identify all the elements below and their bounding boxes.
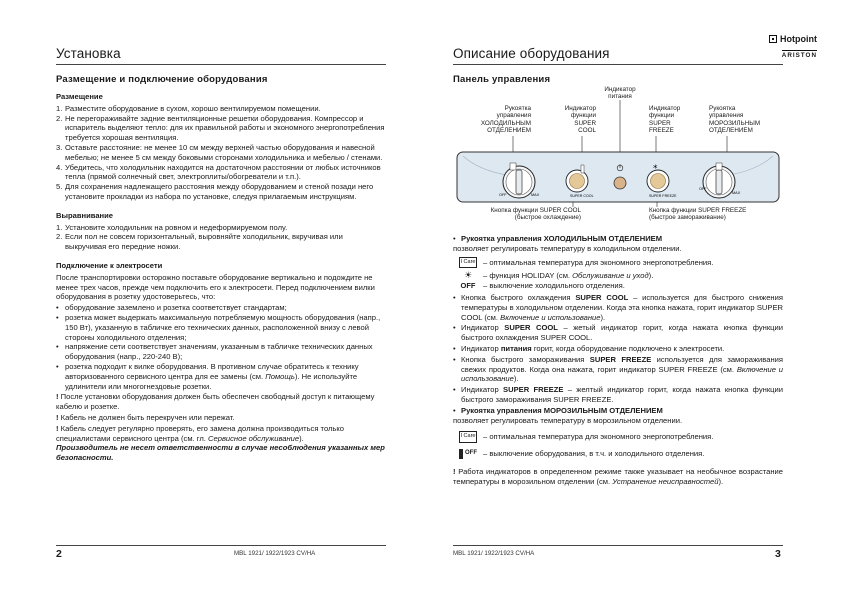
icare-icon xyxy=(716,163,722,170)
page-number: 3 xyxy=(775,548,781,560)
knob-max-label: MAX xyxy=(531,193,540,197)
off-row: OFF – выключение оборудования, в т.ч. и холодильного отделения. xyxy=(453,449,783,459)
brand-mark-icon xyxy=(769,35,777,43)
power-indicator-label: Индикатор питания xyxy=(604,86,636,101)
super-freeze-button-label: Кнопка функции SUPER FREEZE (быстрое замораживание) xyxy=(649,207,747,222)
final-warning: ! Работа индикаторов в определенном режиме также указывает на необычное возрастание температуры в морозильном отделении (см. Устранение неисправностей). xyxy=(453,467,784,486)
fridge-knob-label: Рукоятка управления ХОЛОДИЛЬНЫМ ОТДЕЛЕНИЕМ xyxy=(480,105,531,135)
list-item: 4. Убедитесь, что холодильник находится на достаточном расстоянии от любых источников тепла (прямой солнечный свет, электроплиты/обогреватели и т.п.). xyxy=(56,162,381,182)
power-indicator xyxy=(614,177,626,189)
off-icon: OFF xyxy=(460,281,476,291)
warning-3: ! Кабель следует регулярно проверять, его замена должна производиться только специалистами сервисного центра (см. гл. Сервисное обслуживание). xyxy=(56,423,345,443)
list-item: 1. Разместите оборудование в сухом, хорошо вентилируемом помещении. xyxy=(56,103,321,113)
list-item: 2. Не перегораживайте задние вентиляционные решетки оборудования. Компрессор и испаритель выделяют тепло: для их правильной работы и экономного энергопотребления требуется хорошая вентиляция. xyxy=(56,113,385,143)
page-number: 2 xyxy=(56,548,62,560)
control-panel-diagram xyxy=(453,84,783,254)
section-title: Панель управления xyxy=(453,74,551,85)
list-item: • розетка может выдержать максимальную потребляемую мощность оборудования (напр., 150 Вт), указанную в табличке его технических данных, расположенной внизу с левой стороны холодильного отделения; xyxy=(56,312,381,342)
holiday-row: ☀ – функция HOLIDAY (см. Обслуживание и уход). xyxy=(463,270,654,281)
freezer-knob[interactable] xyxy=(703,166,735,198)
model-number: MBL 1921/ 1922/1923 CV/HA xyxy=(234,550,316,557)
snowflake-icon: * xyxy=(653,164,658,174)
brand-name: Hotpoint xyxy=(780,34,817,44)
list-item: • Кнопка быстрого замораживания SUPER FREEZE используется для замораживания свежих продуктов. Когда она нажата, горит индикатор SUPER FREEZE (см. Включение и использование). xyxy=(453,354,784,384)
list-item: 3. Оставьте расстояние: не менее 10 см между верхней частью оборудования и навесной мебелью; не менее 5 см между боковыми сторонами холодильника и мебелью / стенами. xyxy=(56,142,383,162)
list-item: 5. Для сохранения надлежащего расстояния между оборудованием и стеной позади него установите прокладки из набора по установке, следуя прилагаемым инструкциям. xyxy=(56,182,374,201)
list-item: • Индикатор SUPER COOL – жетый индикатор горит, когда нажата кнопка функции быстрого охлаждения SUPER COOL. xyxy=(453,323,783,343)
knob-off-label: OFF xyxy=(699,187,707,191)
left-page xyxy=(56,0,386,595)
icare-row: I Care – оптимальная температура для экономного энергопотребления. xyxy=(460,257,714,267)
super-cool-button[interactable] xyxy=(566,170,588,192)
list-item: • розетка подходит к вилке оборудования. В противном случае обратитесь к технику авторизованного сервисного центра для ее замены (см. Помощь). Не используйте удлинители или многогнездовые розетки. xyxy=(56,361,359,391)
icare-row: I Care – оптимальная температура для экономного энергопотребления. xyxy=(460,432,714,442)
brand-sub: ARISTON xyxy=(781,52,817,59)
footer-divider xyxy=(453,545,783,546)
off-icon: OFF xyxy=(459,449,477,459)
list-item: • напряжение сети соответствует значениям, указанным в табличке технических данных оборудования (напр., 220-240 В); xyxy=(56,342,373,362)
list-item: • Индикатор питания горит, когда оборудование подключено к электросети. xyxy=(453,343,725,353)
freezer-knob-desc: позволяет регулировать температуру в морозильном отделении. xyxy=(453,415,683,425)
warning-2: ! Кабель не должен быть перекручен или пережат. xyxy=(56,412,235,422)
list-item: • Кнопка быстрого охлаждения SUPER COOL – используется для быстрого снижения температуры в холодильном отделении. Когда эта кнопка нажата, горит индикатор SUPER COOL (см. Включение и использование). xyxy=(453,292,783,322)
page-title: Установка xyxy=(56,46,121,61)
list-item: • Индикатор SUPER FREEZE – желтый индикатор горит, когда нажата кнопка функции быстрого замораживания SUPER FREEZE. xyxy=(453,385,783,404)
super-cool-button-label: Кнопка функции SUPER COOL (быстрое охлаждение) xyxy=(490,207,581,222)
right-body xyxy=(453,233,783,487)
list-item: 1. Установите холодильник на ровном и недеформируемом полу. xyxy=(56,222,288,232)
right-page xyxy=(453,0,817,595)
electric-heading: Подключение к электросети xyxy=(56,260,163,270)
super-freeze-indicator-label: Индикатор функции SUPER FREEZE xyxy=(649,105,681,135)
list-item: • Рукоятка управления МОРОЗИЛЬНЫМ ОТДЕЛЕНИЕМ xyxy=(453,405,663,415)
left-body xyxy=(56,92,386,463)
warning-1: ! После установки оборудования должен быть обеспечен свободный доступ к питающему кабелю и розетке. xyxy=(56,392,375,412)
footer-divider xyxy=(56,545,386,546)
super-cool-indicator-label: Индикатор функции SUPER COOL xyxy=(564,105,596,135)
icare-icon: I Care xyxy=(459,431,478,443)
knob-max-label: MAX xyxy=(732,191,741,195)
icare-icon: I Care xyxy=(459,257,478,269)
liability-note: Производитель не несет ответственности в случае несоблюдения указанных мер безопасности. xyxy=(56,443,385,463)
off-row: OFF – выключение холодильного отделения. xyxy=(460,281,625,291)
super-freeze-text: SUPER FREEZE xyxy=(649,194,677,198)
super-freeze-button[interactable] xyxy=(647,170,669,192)
page-title: Описание оборудования xyxy=(453,46,610,61)
leveling-heading: Выравнивание xyxy=(56,210,114,220)
list-item: • Рукоятка управления ХОЛОДИЛЬНЫМ ОТДЕЛЕНИЕМ xyxy=(453,234,663,243)
knob-off-label: OFF xyxy=(499,193,507,197)
list-item: • оборудование заземлено и розетка соответствует стандартам; xyxy=(56,303,287,313)
list-item: 2. Если пол не совсем горизонтальный, выровняйте холодильник, вкручивая или выкручивая его передние ножки. xyxy=(56,232,343,252)
holiday-icon: ☀ xyxy=(463,270,473,281)
title-divider xyxy=(56,64,386,65)
icare-icon xyxy=(510,163,516,170)
placement-heading: Размещение xyxy=(56,92,103,101)
panel-drawing xyxy=(453,84,783,254)
title-divider xyxy=(453,64,783,65)
super-cool-text: SUPER COOL xyxy=(570,194,594,198)
model-number: MBL 1921/ 1922/1923 CV/HA xyxy=(453,550,535,557)
super-cool-indicator-icon xyxy=(581,165,584,173)
electric-intro: После транспортировки осторожно поставьте оборудование вертикально и подождите не менее трех часов, прежде чем подключить его к электросети. Перед подключением вилки оборудования в розетку удостоверьтесь, что: xyxy=(56,272,375,302)
brand-logo xyxy=(741,34,817,62)
section-title: Размещение и подключение оборудования xyxy=(56,74,268,85)
fridge-knob-desc: позволяет регулировать температуру в холодильном отделении. xyxy=(453,243,682,253)
freezer-knob-label: Рукоятка управления МОРОЗИЛЬНЫМ ОТДЕЛЕНИЕМ xyxy=(709,105,761,135)
